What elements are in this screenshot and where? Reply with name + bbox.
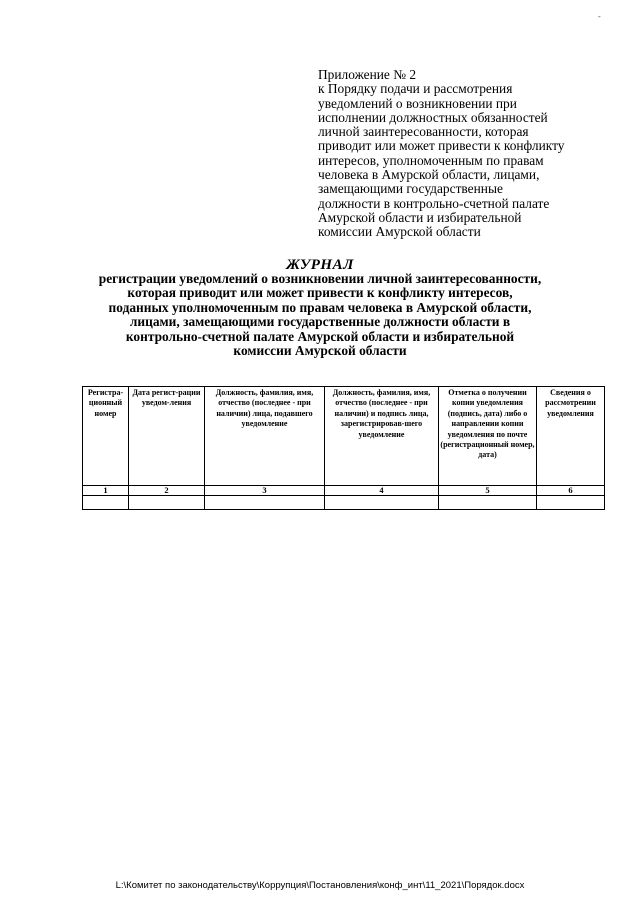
column-number: 2 xyxy=(129,486,205,496)
footer-file-path: L:\Комитет по законодательству\Коррупция\Постановления\конф_инт\11_2021\Порядок.docx xyxy=(115,880,525,891)
appendix-line: человека в Амурской области, лицами, xyxy=(318,167,540,183)
header-copy-receipt: Отметка о получении копии уведомления (подпись, дата) либо о направлении копии уведомления по почте (регистрационный номер, дата) xyxy=(439,387,537,486)
journal-table xyxy=(82,386,605,510)
journal-subtitle-line: регистрации уведомлений о возникновении личной заинтересованности, xyxy=(98,271,542,286)
appendix-line: замещающими государственные xyxy=(318,181,503,197)
appendix-note xyxy=(318,68,618,240)
table-cell xyxy=(205,496,325,510)
appendix-line: должности в контрольно-счетной палате xyxy=(318,195,550,211)
journal-title: ЖУРНАЛ xyxy=(286,257,354,273)
appendix-line: интересов, уполномоченным по правам xyxy=(318,152,544,168)
table-cell xyxy=(325,496,439,510)
appendix-line: комиссии Амурской области xyxy=(318,224,481,240)
header-submitter: Должность, фамилия, имя, отчество (последнее - при наличии) лица, подавшего уведомление xyxy=(205,387,325,486)
column-number: 4 xyxy=(325,486,439,496)
column-number: 3 xyxy=(205,486,325,496)
table-header-row xyxy=(83,387,605,486)
header-registrar: Должность, фамилия, имя, отчество (последнее - при наличии) и подпись лица, зарегистрировав-шего уведомление xyxy=(325,387,439,486)
journal-subtitle xyxy=(60,272,580,358)
journal-subtitle-line: которая приводит или может привести к конфликту интересов, xyxy=(127,285,513,301)
appendix-line: к Порядку подачи и рассмотрения xyxy=(318,81,513,97)
journal-subtitle-line: поданных уполномоченным по правам человека в Амурской области, xyxy=(108,299,532,315)
appendix-line: исполнении должностных обязанностей xyxy=(318,109,548,125)
column-number: 6 xyxy=(537,486,605,496)
appendix-line: личной заинтересованности, которая xyxy=(318,124,529,140)
corner-mark: - xyxy=(598,12,601,21)
column-number-row xyxy=(83,486,605,496)
table-cell xyxy=(439,496,537,510)
table-cell xyxy=(83,496,129,510)
appendix-line: Амурской области и избирательной xyxy=(318,209,522,225)
appendix-line: Приложение № 2 xyxy=(318,67,417,82)
appendix-line: уведомлений о возникновении при xyxy=(318,95,517,111)
journal-subtitle-line: контрольно-счетной палате Амурской области и избирательной xyxy=(125,328,515,344)
table-cell xyxy=(537,496,605,510)
column-number: 5 xyxy=(439,486,537,496)
journal-subtitle-line: лицами, замещающими государственные должности области в xyxy=(129,314,511,330)
appendix-line: приводит или может привести к конфликту xyxy=(318,138,565,154)
table-row xyxy=(83,496,605,510)
header-registration-number: Регистра-ционный номер xyxy=(83,387,129,486)
header-review-info: Сведения о рассмотрении уведомления xyxy=(537,387,605,486)
table-cell xyxy=(129,496,205,510)
header-registration-date: Дата регист-рации уведом-ления xyxy=(129,387,205,486)
column-number: 1 xyxy=(83,486,129,496)
journal-subtitle-line: комиссии Амурской области xyxy=(233,343,407,359)
